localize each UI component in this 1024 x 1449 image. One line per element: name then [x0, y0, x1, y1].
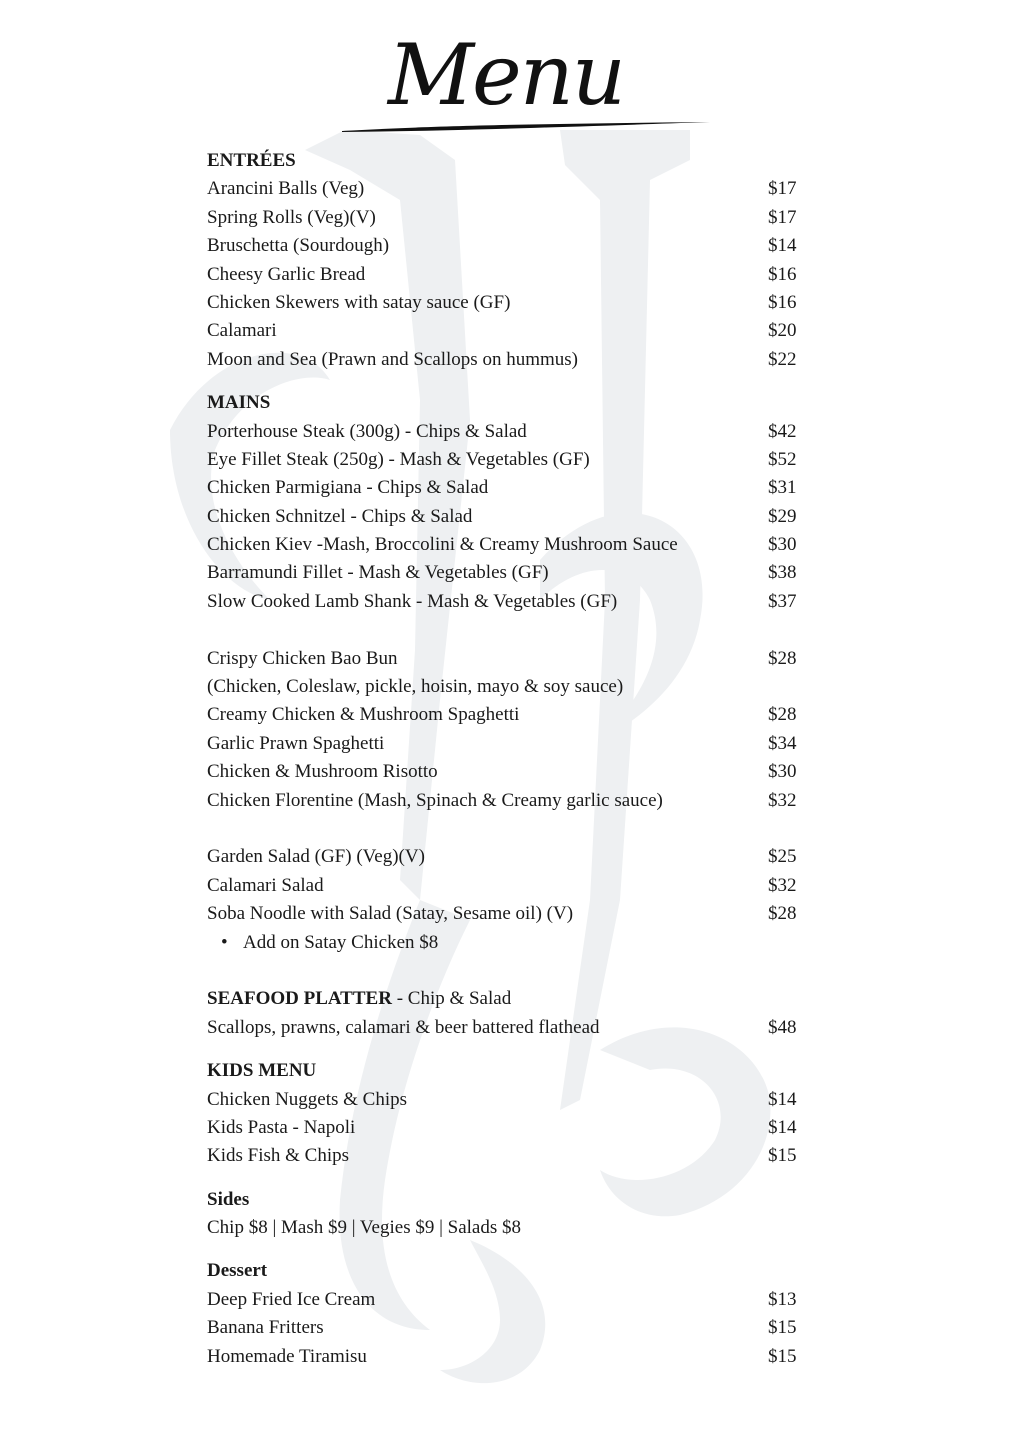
kids-list [207, 1086, 807, 1171]
menu-title-block [340, 20, 720, 140]
item-name: Kids Fish & Chips [207, 1145, 350, 1167]
menu-item [207, 346, 807, 374]
menu-item [207, 900, 807, 928]
item-price: $28 [768, 647, 797, 669]
item-name: Scallops, prawns, calamari & beer battered flathead [207, 1016, 600, 1038]
menu-item [207, 289, 807, 317]
item-price: $22 [768, 348, 797, 370]
item-price: $31 [768, 477, 797, 499]
menu-item [207, 1314, 807, 1342]
menu-item [207, 232, 807, 260]
item-name: Crispy Chicken Bao Bun [207, 647, 398, 669]
menu-item [207, 175, 807, 203]
item-name: Chicken Nuggets & Chips [207, 1088, 408, 1110]
item-price: $16 [768, 263, 797, 285]
item-price: $25 [768, 846, 797, 868]
item-price: $42 [768, 420, 797, 442]
salad-list [207, 843, 807, 957]
sides-text: Chip $8 | Mash $9 | Vegies $9 | Salads $8 [207, 1217, 522, 1239]
kids-heading [207, 1057, 807, 1085]
bullet-icon: • [221, 931, 228, 953]
item-price: $15 [768, 1345, 797, 1367]
section-heading: KIDS MENU [207, 1060, 317, 1082]
item-price: $15 [768, 1145, 797, 1167]
item-name: Chicken Florentine (Mash, Spinach & Creamy garlic sauce) [207, 789, 663, 811]
item-price: $32 [768, 874, 797, 896]
item-name: Deep Fried Ice Cream [207, 1288, 376, 1310]
entrees-heading [207, 147, 807, 175]
menu-item [207, 758, 807, 786]
item-price: $30 [768, 534, 797, 556]
item-name: Eye Fillet Steak (250g) - Mash & Vegetables (GF) [207, 448, 590, 470]
menu-item [207, 1114, 807, 1142]
section-heading: MAINS [207, 392, 271, 414]
menu-item [207, 645, 807, 673]
item-name: Arancini Balls (Veg) [207, 178, 365, 200]
item-price: $30 [768, 761, 797, 783]
item-price: $38 [768, 562, 797, 584]
menu-item [207, 872, 807, 900]
item-name: Calamari [207, 320, 277, 342]
item-price: $28 [768, 903, 797, 925]
item-price: $14 [768, 235, 797, 257]
sides-line [207, 1214, 807, 1242]
menu-item [207, 261, 807, 289]
item-price: $17 [768, 206, 797, 228]
menu-item [207, 559, 807, 587]
menu-item [207, 446, 807, 474]
menu-item [207, 317, 807, 345]
menu-title: Menu [388, 26, 624, 124]
item-price: $16 [768, 291, 797, 313]
item-name: Bruschetta (Sourdough) [207, 235, 390, 257]
mains-list [207, 418, 807, 617]
menu-item [207, 531, 807, 559]
section-heading: SEAFOOD PLATTER [207, 988, 392, 1010]
menu-item [207, 730, 807, 758]
item-name: Garlic Prawn Spaghetti [207, 732, 385, 754]
item-name: Homemade Tiramisu [207, 1345, 367, 1367]
item-name: Soba Noodle with Salad (Satay, Sesame oil) (V) [207, 903, 574, 925]
item-name: Moon and Sea (Prawn and Scallops on hummus) [207, 348, 578, 370]
item-name: Kids Pasta - Napoli [207, 1116, 356, 1138]
item-price: $13 [768, 1288, 797, 1310]
section-heading: Dessert [207, 1260, 268, 1282]
item-name: Chicken Parmigiana - Chips & Salad [207, 477, 489, 499]
item-price: $52 [768, 448, 797, 470]
item-name: (Chicken, Coleslaw, pickle, hoisin, mayo & soy sauce) [207, 676, 624, 698]
seafood-heading [207, 985, 807, 1013]
item-name: Chicken Skewers with satay sauce (GF) [207, 291, 511, 313]
mains-heading [207, 389, 807, 417]
title-underline [340, 120, 715, 134]
item-name: Cheesy Garlic Bread [207, 263, 366, 285]
menu-item [207, 1343, 807, 1371]
menu-item [207, 204, 807, 232]
menu-item [207, 474, 807, 502]
sides-heading [207, 1186, 807, 1214]
menu-item [207, 701, 807, 729]
item-name: Slow Cooked Lamb Shank - Mash & Vegetables (GF) [207, 590, 618, 612]
item-name: Chicken Kiev -Mash, Broccolini & Creamy Mushroom Sauce [207, 534, 678, 556]
section-heading: ENTRÉES [207, 150, 296, 171]
item-name: Calamari Salad [207, 874, 324, 896]
menu-item [207, 418, 807, 446]
menu-content [207, 147, 807, 1371]
item-price: $34 [768, 732, 797, 754]
menu-item [207, 1086, 807, 1114]
section-subtitle: - Chip & Salad [391, 988, 512, 1010]
item-price: $15 [768, 1317, 797, 1339]
menu-item [207, 588, 807, 616]
addon-text: Add on Satay Chicken $8 [243, 931, 439, 953]
menu-item [207, 503, 807, 531]
entrees-list [207, 175, 807, 374]
dessert-list [207, 1286, 807, 1371]
item-name: Spring Rolls (Veg)(V) [207, 206, 376, 228]
item-name: Porterhouse Steak (300g) - Chips & Salad [207, 420, 527, 442]
item-price: $48 [768, 1016, 797, 1038]
dessert-heading [207, 1257, 807, 1285]
item-name: Garden Salad (GF) (Veg)(V) [207, 846, 425, 868]
item-price: $17 [768, 178, 797, 200]
item-price: $37 [768, 590, 797, 612]
item-price: $28 [768, 704, 797, 726]
item-name: Barramundi Fillet - Mash & Vegetables (GF) [207, 562, 549, 584]
menu-item [207, 1142, 807, 1170]
menu-item [207, 787, 807, 815]
item-name: Banana Fritters [207, 1317, 324, 1339]
menu-item [207, 1014, 807, 1042]
pasta-list [207, 645, 807, 815]
item-price: $29 [768, 505, 797, 527]
item-price: $14 [768, 1116, 797, 1138]
item-price: $32 [768, 789, 797, 811]
item-price: $20 [768, 320, 797, 342]
addon-item [207, 929, 807, 957]
item-name: Creamy Chicken & Mushroom Spaghetti [207, 704, 520, 726]
item-name: Chicken Schnitzel - Chips & Salad [207, 505, 473, 527]
menu-item [207, 1286, 807, 1314]
section-heading: Sides [207, 1188, 250, 1210]
item-name: Chicken & Mushroom Risotto [207, 761, 438, 783]
item-description [207, 673, 807, 701]
menu-item [207, 843, 807, 871]
item-price: $14 [768, 1088, 797, 1110]
